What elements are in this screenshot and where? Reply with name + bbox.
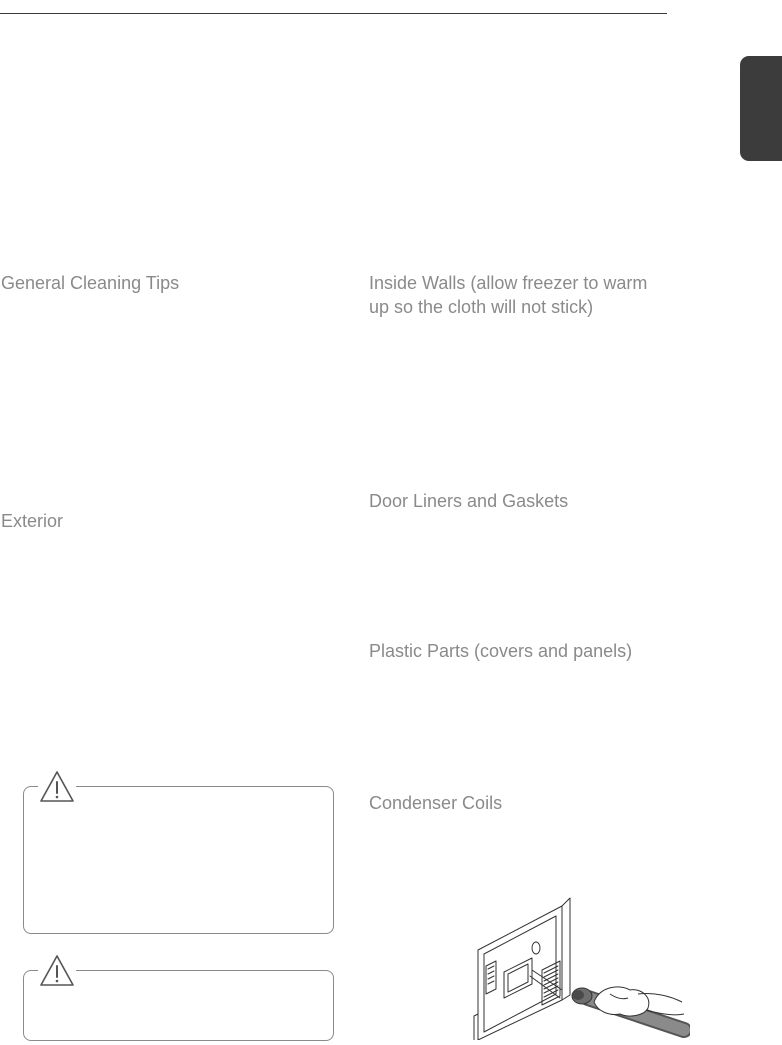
top-rule <box>0 13 667 14</box>
caution-title-rule <box>181 970 318 971</box>
plastic-parts-heading: Plastic Parts (covers and panels) <box>369 641 633 661</box>
warning-triangle-icon <box>38 769 76 805</box>
inside-walls-heading-line2: up so the cloth will not stick) <box>369 297 594 317</box>
general-cleaning-tips-heading: General Cleaning Tips <box>1 273 180 293</box>
door-liners-heading: Door Liners and Gaskets <box>369 491 569 511</box>
caution-frame <box>23 786 334 934</box>
warning-triangle-icon <box>38 953 76 989</box>
condenser-coils-heading: Condenser Coils <box>369 793 503 813</box>
inside-walls-heading-line1: Inside Walls (allow freezer to warm <box>369 273 648 293</box>
exterior-heading: Exterior <box>1 511 64 531</box>
language-side-tab <box>740 56 782 161</box>
caution-title-rule <box>178 786 318 787</box>
vacuum-nozzle-hand-illustration <box>470 890 690 1040</box>
